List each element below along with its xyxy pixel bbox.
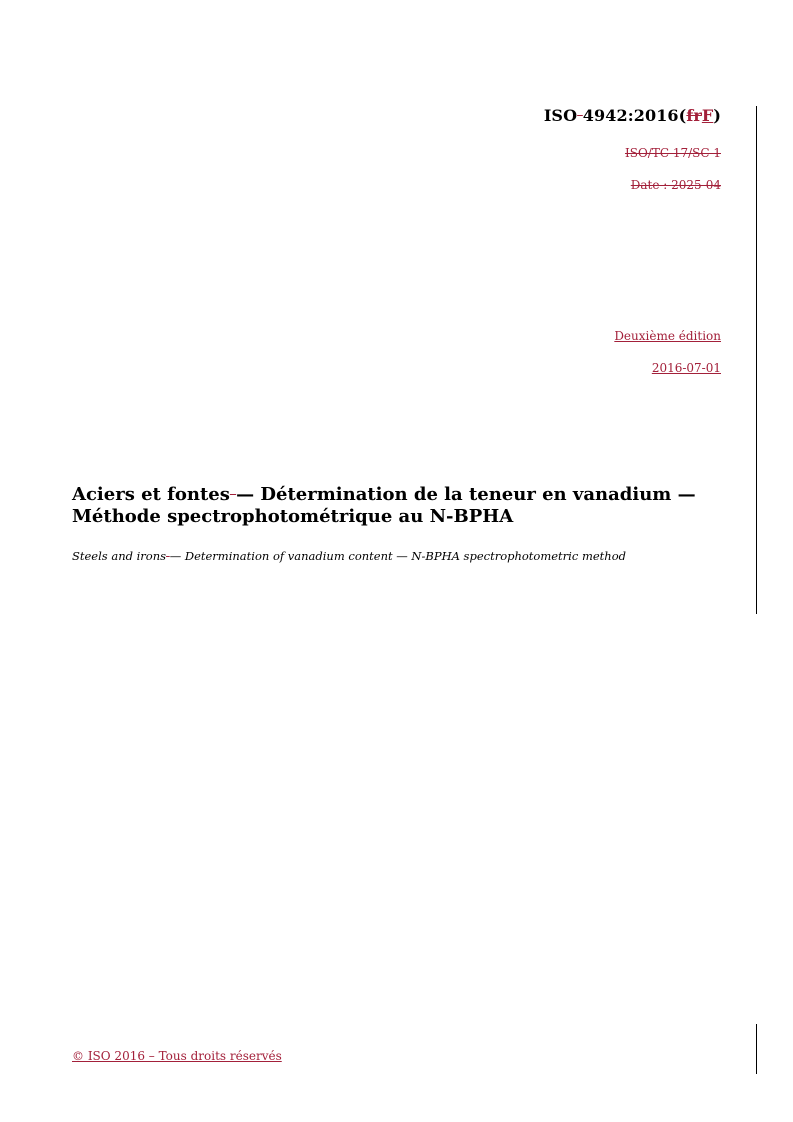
title-english: [72, 549, 732, 563]
copyright-notice: © ISO 2016 – Tous droits réservés: [72, 1049, 282, 1063]
title-french-line-2: Méthode spectrophotométrique au N-BPHA: [72, 506, 514, 527]
edition-label: Deuxième édition: [614, 329, 721, 343]
title-french: [72, 484, 712, 528]
change-bar-top: [756, 106, 757, 614]
publication-date: 2016-07-01: [651, 361, 721, 375]
title-french-line-1: [72, 484, 712, 506]
title-en-part-1: Steels and irons: [72, 549, 167, 563]
document-date: Date : 2025-04: [630, 178, 721, 192]
title-en-part-2: — Determination of vanadium content — N-BPHA spectrophotometric method: [169, 549, 626, 563]
committee-reference: ISO/TC 17/SC 1: [624, 146, 721, 160]
lang-inserted: F: [701, 106, 714, 125]
lang-deleted: fr: [686, 106, 702, 125]
std-number: 4942:2016(: [582, 106, 687, 125]
title-fr-part-2: — Détermination de la teneur en vanadium —: [236, 484, 696, 505]
std-prefix: ISO: [543, 106, 578, 125]
standard-identifier: [544, 106, 721, 125]
std-close: ): [713, 106, 721, 125]
change-bar-footer: [756, 1024, 757, 1074]
title-fr-part-1: Aciers et fontes: [72, 484, 230, 505]
